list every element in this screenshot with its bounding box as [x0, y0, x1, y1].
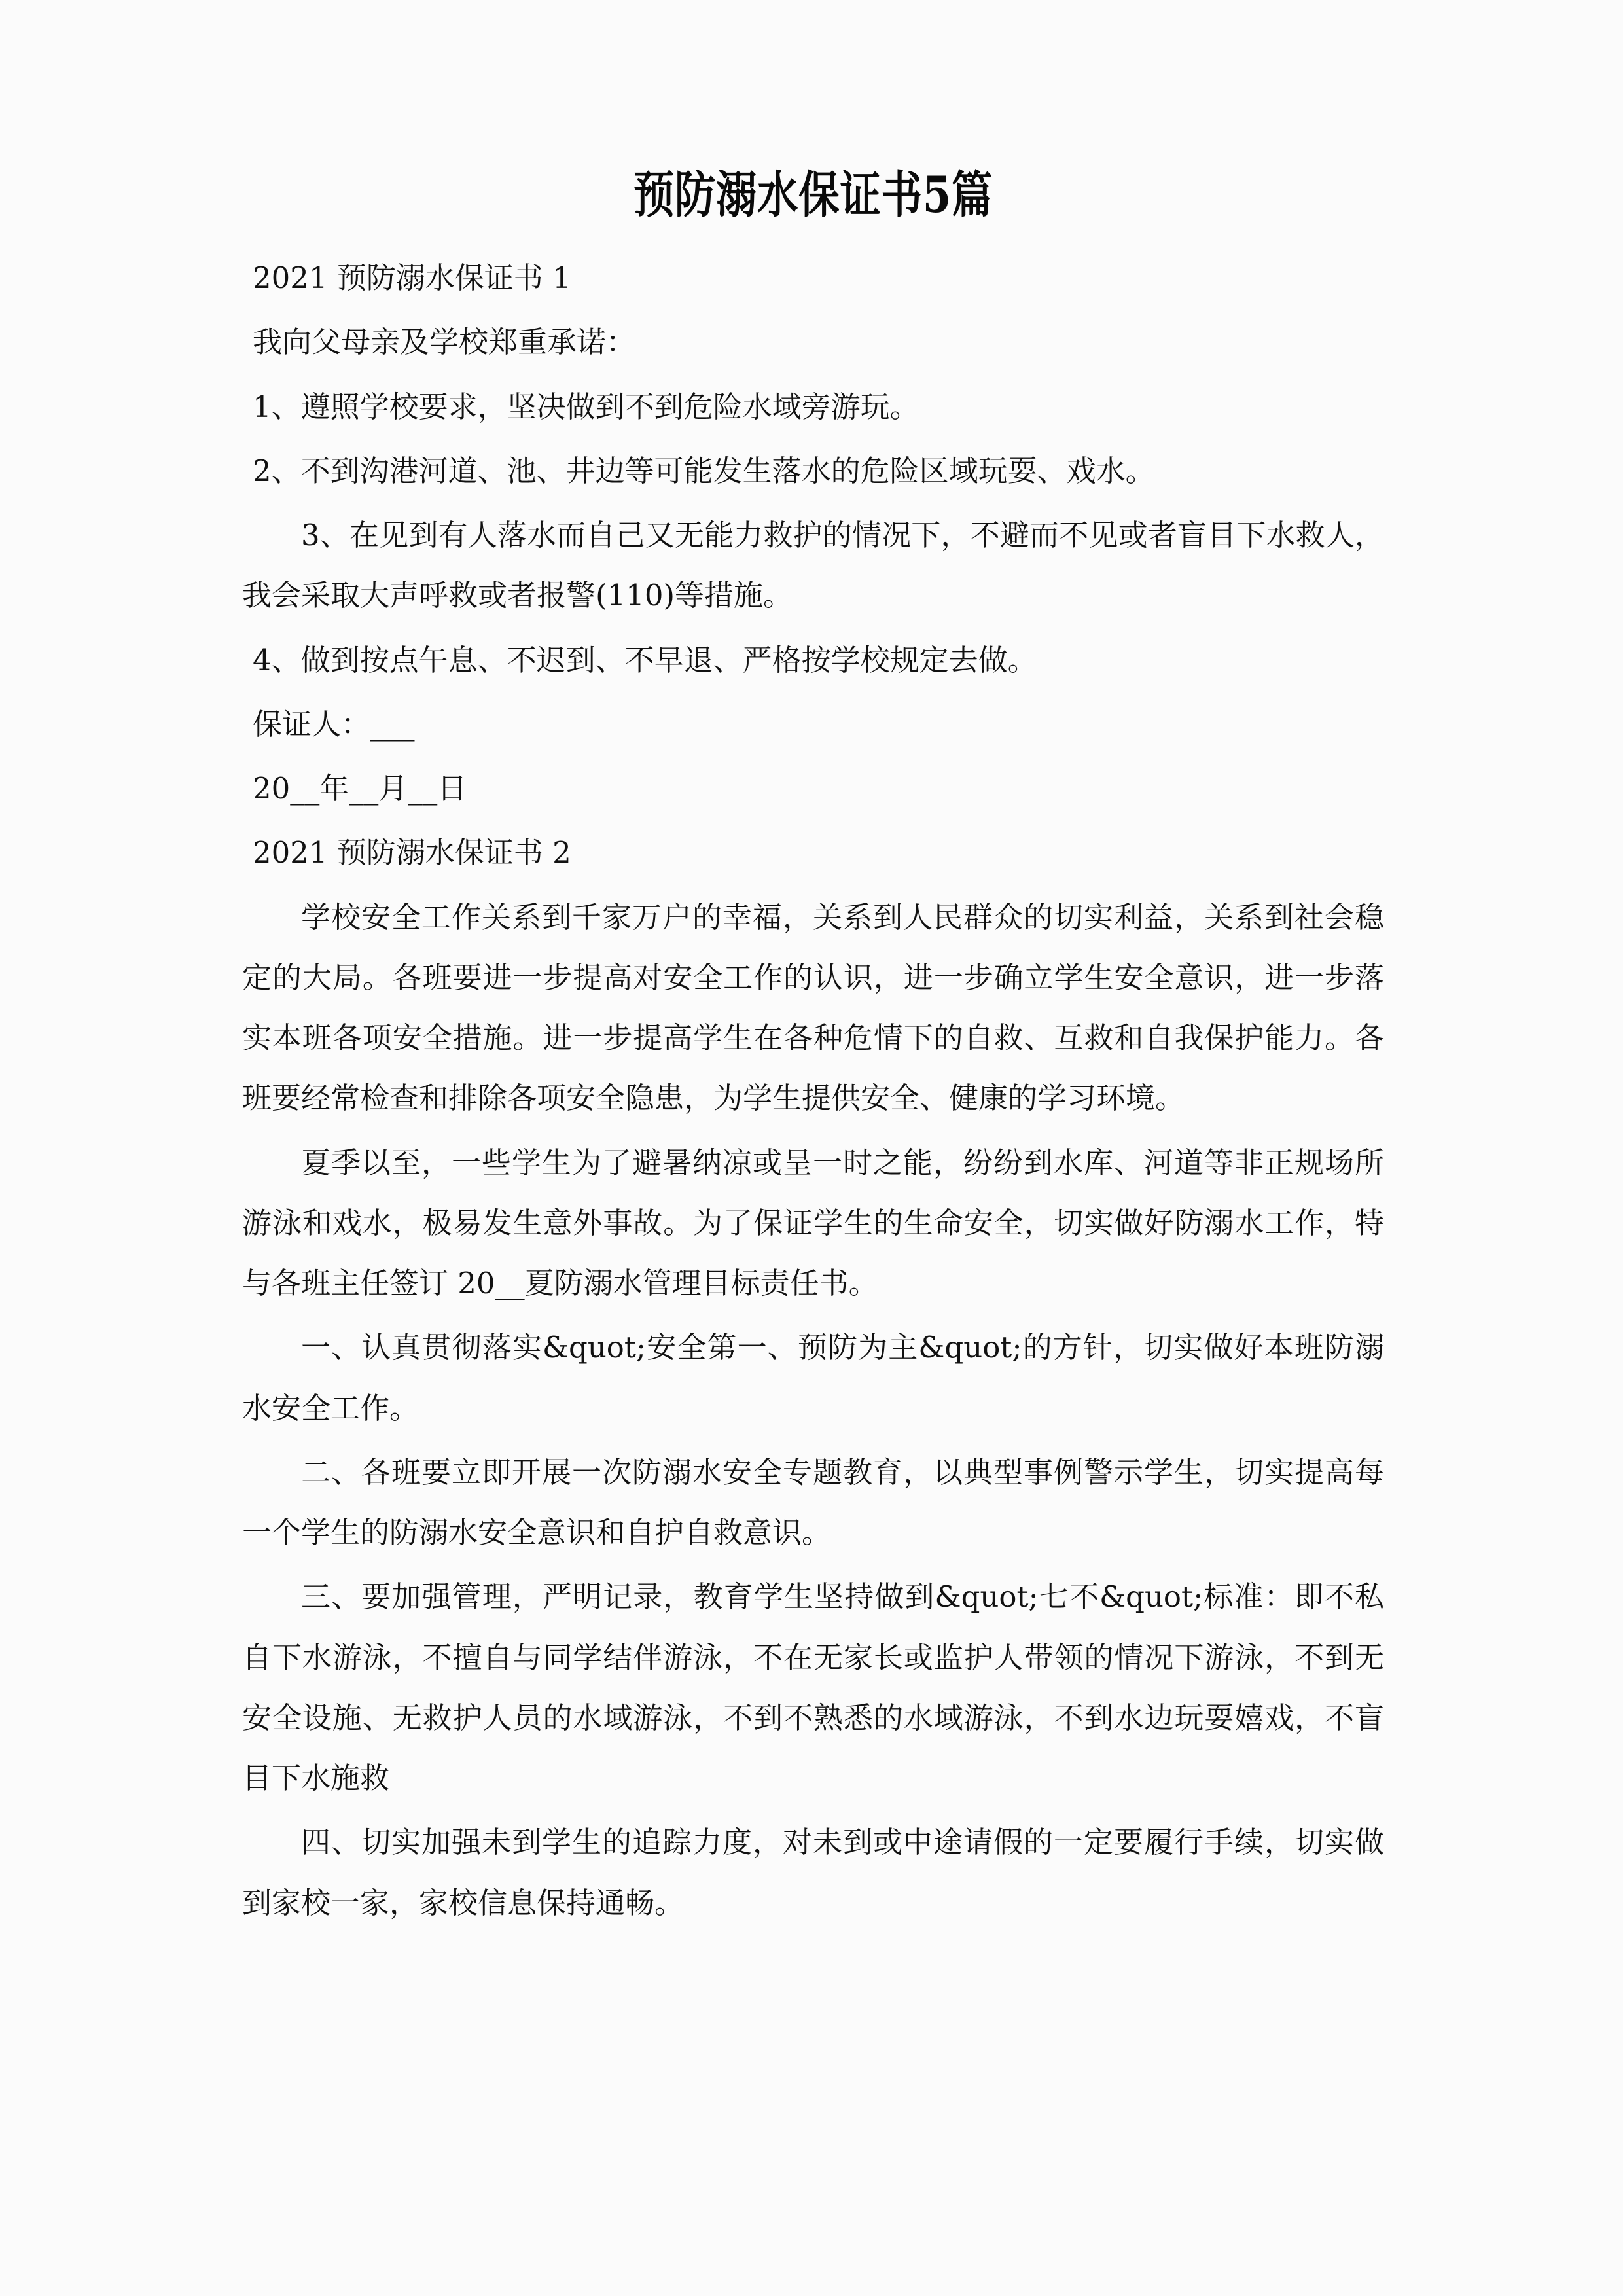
document-content — [242, 164, 1384, 1937]
pledge-intro-paragraph: 我向父母亲及学校郑重承诺： — [253, 325, 636, 360]
pledge-item-3: 3、在见到有人落水而自己又无能力救护的情况下，不避而不见或者盲目下水救人，我会采取大声呼救或者报警(110)等措施。 — [242, 518, 1384, 613]
school-safety-paragraph: 学校安全工作关系到千家万户的幸福，关系到人民群众的切实利益，关系到社会稳定的大局。各班要进一步提高对安全工作的认识，进一步确立学生安全意识，进一步落实本班各项安全措施。进一步提高学生在各种危情下的自救、互救和自我保护能力。各班要经常检查和排除各项安全隐患，为学生提供安全、健康的学习环境。 — [242, 899, 1384, 1116]
pledge-item-1: 1、遵照学校要求，坚决做到不到危险水域旁游玩。 — [253, 389, 919, 424]
measure-two-paragraph: 二、各班要立即开展一次防溺水安全专题教育，以典型事例警示学生，切实提高每一个学生的防溺水安全意识和自护自救意识。 — [242, 1454, 1384, 1550]
measure-one-paragraph: 一、认真贯彻落实&quot;安全第一、预防为主&quot;的方针，切实做好本班防溺水安全工作。 — [242, 1330, 1384, 1426]
measure-four-paragraph: 四、切实加强未到学生的追踪力度，对未到或中途请假的一定要履行手续，切实做到家校一家，家校信息保持通畅。 — [242, 1825, 1384, 1920]
pledge-item-2: 2、不到沟港河道、池、井边等可能发生落水的危险区域玩耍、戏水。 — [253, 453, 1155, 488]
measure-three-paragraph: 三、要加强管理，严明记录，教育学生坚持做到&quot;七不&quot;标准：即不私自下水游泳，不擅自与同学结伴游泳，不在无家长或监护人带领的情况下游泳，不到无安全设施、无救护人员的水域游泳，不到不熟悉的水域游泳，不到水边玩耍嬉戏，不盲目下水施救 — [242, 1579, 1384, 1795]
page-title: 预防溺水保证书5篇 — [633, 166, 993, 224]
date-line: 20__年__月__日 — [253, 771, 467, 806]
summer-season-paragraph: 夏季以至，一些学生为了避暑纳凉或呈一时之能，纷纷到水库、河道等非正规场所游泳和戏水，极易发生意外事故。为了保证学生的生命安全，切实做好防溺水工作，特与各班主任签订 20__夏防溺水管理目标责任书。 — [242, 1145, 1384, 1300]
document-body — [242, 248, 1384, 1933]
section-heading-2: 2021 预防溺水保证书 2 — [253, 835, 571, 870]
pledge-item-4: 4、做到按点午息、不迟到、不早退、严格按学校规定去做。 — [253, 642, 1037, 677]
section-heading-1: 2021 预防溺水保证书 1 — [253, 260, 571, 295]
guarantor-signature-line: 保证人：___ — [253, 706, 415, 742]
